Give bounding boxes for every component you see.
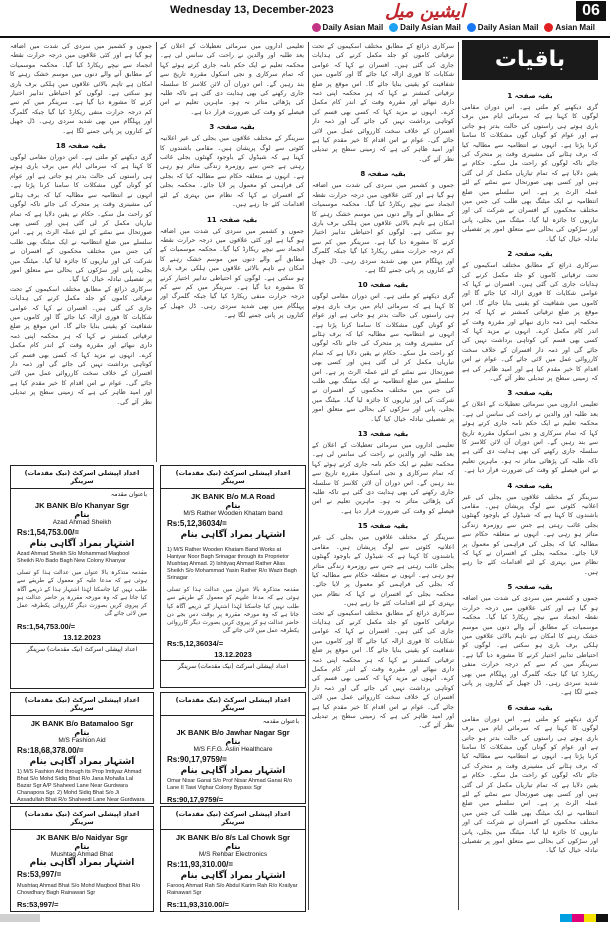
- cyan-swatch: [560, 914, 572, 922]
- article-text: سرینگر کے مختلف علاقوں میں بجلی کی غیر اعلانیہ کٹوتی سے لوگ پریشان ہیں۔ مقامی باشندوں کا کہنا ہے کہ شیڈول کے باوجود گھنٹوں بجلی غائب رہتی ہے جس سے روزمرہ زندگی متاثر ہو رہی ہے۔ انہوں نے متعلقہ حکام سے مطالبہ کیا کہ بجلی کی فراہمی کو معمول پر لایا جائے۔ محکمہ بجلی کے افسران نے کہا کہ نظام میں بہتری کے لئے اقدامات کئے جا رہے ہیں۔: [312, 534, 454, 608]
- continuation-heading: بقیہ صفحہ 4: [507, 481, 553, 490]
- court-notice: [160, 692, 306, 804]
- article-text: سرینگر کے مختلف علاقوں میں بجلی کی غیر اعلانیہ کٹوتی سے لوگ پریشان ہیں۔ مقامی باشندوں کا کہنا ہے کہ شیڈول کے باوجود گھنٹوں بجلی غائب رہتی ہے جس سے روزمرہ زندگی متاثر ہو رہی ہے۔ انہوں نے متعلقہ حکام سے مطالبہ کیا کہ بجلی کی فراہمی کو معمول پر لایا جائے۔ محکمہ بجلی کے افسران نے کہا کہ نظام میں بہتری کے لئے اقدامات کئے جا رہے ہیں۔: [160, 135, 304, 209]
- social-link-facebook[interactable]: Daily Asian Mail: [467, 20, 539, 34]
- article-text: تعلیمی اداروں میں سرمائی تعطیلات کے اعلان کے بعد طلبہ اور والدین نے راحت کی سانس لی ہے۔ محکمہ تعلیم نے ایک حکم نامہ جاری کرتے ہوئے کہا کہ تمام سرکاری و نجی اسکول مقررہ تاریخ سے بند رہیں گے۔ اس دوران آن لائن کلاسز کا سلسلہ جاری رکھنے کی بھی ہدایت دی گئی ہے تاکہ طلبہ کی پڑھائی متاثر نہ ہو۔ ماہرین تعلیم نے اس فیصلے کو وقت کی ضرورت قرار دیا ہے۔: [312, 442, 454, 515]
- article-text: تعلیمی اداروں میں سرمائی تعطیلات کے اعلان کے بعد طلبہ اور والدین نے راحت کی سانس لی ہے۔ محکمہ تعلیم نے ایک حکم نامہ جاری کرتے ہوئے کہا کہ تمام سرکاری و نجی اسکول مقررہ تاریخ سے بند رہیں گے۔ اس دوران آن لائن کلاسز کا سلسلہ جاری رکھنے کی بھی ہدایت دی گئی ہے تاکہ طلبہ کی پڑھائی متاثر نہ ہو۔ ماہرین تعلیم نے اس فیصلے کو وقت کی ضرورت قرار دیا ہے۔: [160, 43, 304, 116]
- notice-date: 13.12.2023: [214, 649, 252, 659]
- notice-versus: بنام: [225, 501, 241, 510]
- article-text: جموں و کشمیر میں سردی کی شدت میں اضافہ ہو گیا ہے اور کئی علاقوں میں درجہ حرارت نقطہ انجماد سے نیچے ریکارڈ کیا گیا۔ محکمہ موسمیات کے مطابق آنے والے دنوں میں موسم خشک رہنے کا امکان ہے تاہم بالائی علاقوں میں ہلکی برف باری ہو سکتی ہے۔ لوگوں کو احتیاطی تدابیر اختیار کرنے کا مشورہ دیا گیا ہے۔ سرینگر میں کم سے کم درجہ حرارت منفی ریکارڈ کیا گیا جبکہ گلمرگ اور پہلگام میں بھی شدید سردی رہی۔ ڈل جھیل کے کناروں پر پانی جمنے لگا ہے۔: [312, 182, 454, 274]
- article-text: سرینگر کے مختلف علاقوں میں بجلی کی غیر اعلانیہ کٹوتی سے لوگ پریشان ہیں۔ مقامی باشندوں کا کہنا ہے کہ شیڈول کے باوجود گھنٹوں بجلی غائب رہتی ہے جس سے روزمرہ زندگی متاثر ہو رہی ہے۔ انہوں نے متعلقہ حکام سے مطالبہ کیا کہ بجلی کی فراہمی کو معمول پر لایا جائے۔ محکمہ بجلی کے افسران نے کہا کہ نظام میں بہتری کے لئے اقدامات کئے جا رہے ہیں۔: [462, 493, 598, 576]
- notice-amount-repeat: Rs:5,12,36034/=: [167, 638, 224, 648]
- notice-versus: بنام: [225, 842, 241, 851]
- notice-party: M/S Rather Wooden Khatam band: [183, 510, 283, 517]
- notice-title: اشتہار بمراد آگاہی بنام: [29, 539, 135, 549]
- notice-amount: Rs:1,54,753.00/=: [17, 528, 80, 537]
- notice-court-header: اعداد اپیشلی اسرکٹ (نیک مقدمات) سرینگر: [161, 807, 305, 830]
- notice-amount: Rs:53,997/=: [17, 870, 62, 879]
- notice-party: M/S F.F.G. Aslin Healthcare: [193, 746, 273, 753]
- notice-bank: JK BANK B/o 8/s Lal Chowk Sgr: [175, 833, 291, 842]
- article-text: سرکاری ذرائع کے مطابق مختلف اسکیموں کے تحت ترقیاتی کاموں کو جلد مکمل کرنے کی ہدایات جاری کی گئی ہیں۔ افسران نے کہا کہ عوامی شکایات کا فوری ازالہ کیا جائے گا اور کاموں میں شفافیت کو یقینی بنایا جائے گا۔ اس موقع پر ضلع ترقیاتی کمشنر نے کہا کہ ہر محکمہ اپنی ذمہ داری نبھائے اور مقررہ وقت کے اندر کام مکمل کرے۔ انہوں نے مزید کہا کہ کسی بھی قسم کی کوتاہی برداشت نہیں کی جائے گی اور ذمہ دار افسران کے خلاف سخت کارروائی عمل میں لائی جائے گی۔ عوام نے اس اقدام کا خیر مقدم کیا ہے اور امید ظاہر کی ہے کہ زمینی سطح پر تبدیلی نظر آئے گی۔: [462, 262, 598, 382]
- notice-address: Mushtaq Ahmad Bhat S/o Mohd Maqbool Bhat R/o Chowdhary Bagh Rainawari Sgr: [17, 883, 141, 896]
- notice-address: Farooq Ahmad Rah S/o Abdul Karim Rah R/o Krailyar Rainawari Sgr: [167, 883, 298, 896]
- continuation-heading: بقیہ صفحہ 11: [206, 215, 258, 224]
- article-text: جموں و کشمیر میں سردی کی شدت میں اضافہ ہو گیا ہے اور کئی علاقوں میں درجہ حرارت نقطہ انجماد سے نیچے ریکارڈ کیا گیا۔ محکمہ موسمیات کے مطابق آنے والے دنوں میں موسم خشک رہنے کا امکان ہے تاہم بالائی علاقوں میں ہلکی برف باری ہو سکتی ہے۔ لوگوں کو احتیاطی تدابیر اختیار کرنے کا مشورہ دیا گیا ہے۔ سرینگر میں کم سے کم درجہ حرارت منفی ریکارڈ کیا گیا جبکہ گلمرگ اور پہلگام میں بھی شدید سردی رہی۔ ڈل جھیل کے کناروں پر پانی جمنے لگا ہے۔: [462, 595, 598, 697]
- notice-direction: باعنوان مقدمہ: [262, 718, 299, 725]
- continuation-heading: بقیہ صفحہ 18: [55, 142, 107, 151]
- notice-court-header: اعداد اپیشلی اسرکٹ (نیک مقدمات) سرینگر: [11, 466, 153, 489]
- registration-bar: [0, 914, 40, 922]
- notice-amount-repeat: Rs:11,93,310.00/=: [167, 900, 229, 909]
- article-text: گری دیکھنے کو ملتی ہے۔ اس دوران مقامی لوگوں کا کہنا ہے کہ سرمائی ایام میں برف باری ہوتے ہی راستوں کی حالت بدتر ہو جاتی ہے اور عوام کو گوناں گوں مشکلات کا سامنا کرنا پڑتا ہے۔ انہوں نے انتظامیہ سے مطالبہ کیا کہ برف ہٹانے کی مشینری وقت پر متحرک کی جائے تاکہ لوگوں کو راحت مل سکے۔ حکام نے یقین دلایا ہے کہ تمام تیاریاں مکمل کر لی گئی ہیں اور کسی بھی صورتحال سے نمٹنے کے لئے عملہ الرٹ پر ہے۔ اس سلسلے میں ضلع انتظامیہ نے ایک میٹنگ بھی طلب کی جس میں مختلف محکموں کے افسران نے شرکت کی اور تیاریوں کا جائزہ لیا گیا۔ میٹنگ میں بجلی، پانی اور سڑکوں کی بحالی سے متعلق امور پر تفصیلی تبادلہ خیال کیا گیا۔: [462, 715, 598, 855]
- court-notice: [160, 465, 306, 547]
- notice-address: 1) M/S Rather Wooden Khatam Band Works at Haniyar Noor Bagh Srinagar through its Proprietor Mushtaq Ahmad. 2) Ishtiyaq Ahmad Rather Alias Sheikh S/o Mohammad Yasin Rather R/o Wazir Bagh Srinagar: [167, 547, 297, 581]
- notice-amount-repeat: Rs:90,17,9759/=: [167, 795, 224, 804]
- notice-party: Azad Ahmad Sheikh: [52, 519, 112, 526]
- yellow-swatch: [584, 914, 596, 922]
- notice-signature: اعداد اپیشلی اسرکٹ (نیک مقدمات) سرینگر: [161, 660, 305, 672]
- notice-court-header: اعداد اپیشلی اسرکٹ (نیک مقدمات) سرینگر: [161, 466, 305, 489]
- header-rule: [0, 36, 610, 38]
- article-text: گری دیکھنے کو ملتی ہے۔ اس دوران مقامی لوگوں کا کہنا ہے کہ سرمائی ایام میں برف باری ہوتے ہی راستوں کی حالت بدتر ہو جاتی ہے اور عوام کو گوناں گوں مشکلات کا سامنا کرنا پڑتا ہے۔ انہوں نے انتظامیہ سے مطالبہ کیا کہ برف ہٹانے کی مشینری وقت پر متحرک کی جائے تاکہ لوگوں کو راحت مل سکے۔ حکام نے یقین دلایا ہے کہ تمام تیاریاں مکمل کر لی گئی ہیں اور کسی بھی صورتحال سے نمٹنے کے لئے عملہ الرٹ پر ہے۔ اس سلسلے میں ضلع انتظامیہ نے ایک میٹنگ بھی طلب کی جس میں مختلف محکموں کے افسران نے شرکت کی اور تیاریوں کا جائزہ لیا گیا۔ میٹنگ میں بجلی، پانی اور سڑکوں کی بحالی سے متعلق امور پر تفصیلی تبادلہ خیال کیا گیا۔: [312, 293, 454, 423]
- notice-bank: JK BANK B/o Batamaloo Sgr: [30, 719, 134, 728]
- social-links: [165, 20, 595, 34]
- twitter-icon: [389, 23, 398, 32]
- notice-signature: اعداد اپیشلی اسرکٹ (نیک مقدمات) سرینگر: [11, 643, 153, 655]
- notice-amount: Rs:11,93,310.00/=: [167, 860, 234, 869]
- notice-body: مقدمہ متذکرہ بالا عنوان میں عدالت ہذا کو تسلی ہوئی ہے کہ مدعا علیہم کو معمول کے طریقے سے طلب نہیں کیا جاسکتا لہٰذا اشتہار کے ذریعے آگاہ کیا جاتا ہے کہ وہ مورخہ مقررہ پر بوقت دس بجے دن حاضر عدالت ہو کر پیروی کریں بصورت دیگر کارروائی یکطرفہ عمل میں لائی جائے گی: [167, 587, 299, 635]
- notice-amount-repeat: Rs:1,54,753.00/=: [17, 621, 76, 631]
- notice-versus: بنام: [74, 510, 90, 519]
- notice-versus: بنام: [74, 842, 90, 851]
- notice-court-header: اعداد اپیشلی اسرکٹ (نیک مقدمات) سرینگر: [11, 693, 153, 716]
- notice-bank: JK BANK B/o Naidyar Sgr: [36, 833, 128, 842]
- magenta-swatch: [572, 914, 584, 922]
- continuation-heading: بقیہ صفحہ 3: [507, 389, 553, 398]
- column-2: [312, 42, 454, 910]
- continuation-heading: بقیہ صفحہ 1: [507, 92, 553, 100]
- article-text: جموں و کشمیر میں سردی کی شدت میں اضافہ ہو گیا ہے اور کئی علاقوں میں درجہ حرارت نقطہ انجماد سے نیچے ریکارڈ کیا گیا۔ محکمہ موسمیات کے مطابق آنے والے دنوں میں موسم خشک رہنے کا امکان ہے تاہم بالائی علاقوں میں ہلکی برف باری ہو سکتی ہے۔ لوگوں کو احتیاطی تدابیر اختیار کرنے کا مشورہ دیا گیا ہے۔ سرینگر میں کم سے کم درجہ حرارت منفی ریکارڈ کیا گیا جبکہ گلمرگ اور پہلگام میں بھی شدید سردی رہی۔ ڈل جھیل کے کناروں پر پانی جمنے لگا ہے۔: [10, 43, 152, 135]
- notice-court-header: اعداد اپیشلی اسرکٹ (نیک مقدمات) سرینگر: [11, 807, 153, 830]
- instagram-icon: [312, 23, 321, 32]
- notice-party: Mushtaq Ahmad Bhat: [50, 851, 114, 858]
- notice-party: M/S Fashion Aid: [58, 737, 106, 744]
- page-number: 06: [576, 1, 606, 21]
- notice-direction: باعنوان مقدمہ: [110, 491, 147, 498]
- article-text: گری دیکھنے کو ملتی ہے۔ اس دوران مقامی لوگوں کا کہنا ہے کہ سرمائی ایام میں برف باری ہوتے ہی راستوں کی حالت بدتر ہو جاتی ہے اور عوام کو گوناں گوں مشکلات کا سامنا کرنا پڑتا ہے۔ انہوں نے انتظامیہ سے مطالبہ کیا کہ برف ہٹانے کی مشینری وقت پر متحرک کی جائے تاکہ لوگوں کو راحت مل سکے۔ حکام نے یقین دلایا ہے کہ تمام تیاریاں مکمل کر لی گئی ہیں اور کسی بھی صورتحال سے نمٹنے کے لئے عملہ الرٹ پر ہے۔ اس سلسلے میں ضلع انتظامیہ نے ایک میٹنگ بھی طلب کی جس میں مختلف محکموں کے افسران نے شرکت کی اور تیاریوں کا جائزہ لیا گیا۔ میٹنگ میں بجلی، پانی اور سڑکوں کی بحالی سے متعلق امور پر تفصیلی تبادلہ خیال کیا گیا۔: [462, 104, 598, 243]
- continuation-heading: بقیہ صفحہ 5: [507, 583, 553, 592]
- column-divider: [156, 42, 157, 462]
- youtube-icon: [544, 23, 553, 32]
- article-text: سرکاری ذرائع کے مطابق مختلف اسکیموں کے تحت ترقیاتی کاموں کو جلد مکمل کرنے کی ہدایات جاری کی گئی ہیں۔ افسران نے کہا کہ عوامی شکایات کا فوری ازالہ کیا جائے گا اور کاموں میں شفافیت کو یقینی بنایا جائے گا۔ اس موقع پر ضلع ترقیاتی کمشنر نے کہا کہ ہر محکمہ اپنی ذمہ داری نبھائے اور مقررہ وقت کے اندر کام مکمل کرے۔ انہوں نے مزید کہا کہ کسی بھی قسم کی کوتاہی برداشت نہیں کی جائے گی اور ذمہ دار افسران کے خلاف سخت کارروائی عمل میں لائی جائے گی۔ عوام نے اس اقدام کا خیر مقدم کیا ہے اور امید ظاہر کی ہے کہ زمینی سطح پر تبدیلی نظر آئے گی۔: [312, 43, 454, 163]
- social-link-twitter[interactable]: Daily Asian Mail: [389, 20, 461, 34]
- notice-party: M/S Rehbar Electronics: [198, 851, 268, 858]
- court-notice: [10, 692, 154, 804]
- social-link-instagram[interactable]: Daily Asian Mail: [312, 20, 384, 34]
- notice-court-header: اعداد اپیشلی اسرکٹ (نیک مقدمات) سرینگر: [161, 693, 305, 716]
- notice-bank: JK BANK B/o Jawhar Nagar Sgr: [176, 728, 290, 737]
- continuation-heading: بقیہ صفحہ 13: [357, 430, 409, 439]
- continuation-heading: بقیہ صفحہ 8: [360, 170, 406, 179]
- notice-title: اشتہار بمراد آگاہی بنام: [180, 766, 286, 776]
- article-text: سرکاری ذرائع کے مطابق مختلف اسکیموں کے تحت ترقیاتی کاموں کو جلد مکمل کرنے کی ہدایات جاری کی گئی ہیں۔ افسران نے کہا کہ عوامی شکایات کا فوری ازالہ کیا جائے گا اور کاموں میں شفافیت کو یقینی بنایا جائے گا۔ اس موقع پر ضلع ترقیاتی کمشنر نے کہا کہ ہر محکمہ اپنی ذمہ داری نبھائے اور مقررہ وقت کے اندر کام مکمل کرے۔ انہوں نے مزید کہا کہ کسی بھی قسم کی کوتاہی برداشت نہیں کی جائے گی اور ذمہ دار افسران کے خلاف سخت کارروائی عمل میں لائی جائے گی۔ عوام نے اس اقدام کا خیر مقدم کیا ہے اور امید ظاہر کی ہے کہ زمینی سطح پر تبدیلی نظر آئے گی۔: [10, 285, 152, 406]
- notice-versus: بنام: [225, 737, 241, 746]
- continuation-heading: بقیہ صفحہ 2: [507, 250, 553, 259]
- notice-amount: Rs:90,17,9759/=: [167, 755, 227, 764]
- notice-title: اشتہار بمراد آگاہی بنام: [180, 530, 286, 540]
- notice-body: مقدمہ متذکرہ بالا عنوان میں عدالت ہذا کو تسلی ہوئی ہے کہ مدعا علیہ کو معمول کے طریقے سے طلب نہیں کیا جاسکتا لہٰذا اشتہار ہذا کے ذریعے آگاہ کیا جاتا ہے کہ وہ مورخہ مقررہ پر حاضر عدالت ہو کر پیروی کریں بصورت دیگر کارروائی یکطرفہ عمل میں لائی جائے گی: [17, 570, 147, 618]
- notice-address: 1) M/S Fashion Aid through its Prop Imtiyaz Ahmad Bhat S/o Mohd Sidiq Bhat R/o Jana Mohalla Lal Bazar Sgr A/P Shaheed Lane Near Gurdwara Chanapora Sgr. 2) Mohd Sidiq Bhat S/o Ji Assadullah Bhat R/o Shaheedi Lane Near Gurdwara: [17, 769, 145, 803]
- notice-title: اشتہار بمراد آگاہی بنام: [29, 858, 135, 868]
- column-3-upper: [160, 42, 304, 462]
- continuation-heading: بقیہ صفحہ 15: [357, 522, 409, 531]
- column-divider: [308, 42, 309, 910]
- notice-title: اشتہار بمراد آگاہی بنام: [180, 871, 286, 881]
- notice-amount-repeat: Rs:53,997/=: [17, 900, 59, 909]
- notice-date: [161, 910, 305, 912]
- continuation-heading: بقیہ صفحہ 3: [209, 123, 255, 132]
- article-text: تعلیمی اداروں میں سرمائی تعطیلات کے اعلان کے بعد طلبہ اور والدین نے راحت کی سانس لی ہے۔ محکمہ تعلیم نے ایک حکم نامہ جاری کرتے ہوئے کہا کہ تمام سرکاری و نجی اسکول مقررہ تاریخ سے بند رہیں گے۔ اس دوران آن لائن کلاسز کا سلسلہ جاری رکھنے کی بھی ہدایت دی گئی ہے تاکہ طلبہ کی پڑھائی متاثر نہ ہو۔ ماہرین تعلیم نے اس فیصلے کو وقت کی ضرورت قرار دیا ہے۔: [462, 401, 598, 475]
- notice-versus: بنام: [74, 728, 90, 737]
- facebook-icon: [467, 23, 476, 32]
- notice-amount: Rs:18,68,378.00/=: [17, 746, 84, 755]
- notice-date: 13.12.2023: [63, 632, 101, 642]
- issue-date: Wednesday 13, December-2023: [170, 4, 334, 16]
- court-notice-body: [160, 545, 306, 688]
- continuation-heading: بقیہ صفحہ 10: [357, 281, 409, 290]
- court-notice: [10, 465, 154, 689]
- notice-title: اشتہار بمراد آگاہی بنام: [29, 757, 135, 767]
- notice-address: Azad Ahmad Sheikh S/o Mohammad Maqbool Sheikh R/o Bado Bagh New Colony Khanyar: [17, 551, 130, 564]
- notice-bank: JK BANK B/o Khanyar Sgr: [34, 501, 130, 510]
- column-4-upper: [10, 42, 152, 462]
- article-text: سرکاری ذرائع کے مطابق مختلف اسکیموں کے تحت ترقیاتی کاموں کو جلد مکمل کرنے کی ہدایات جاری کی گئی ہیں۔ افسران نے کہا کہ عوامی شکایات کا فوری ازالہ کیا جائے گا اور کاموں میں شفافیت کو یقینی بنایا جائے گا۔ اس موقع پر ضلع ترقیاتی کمشنر نے کہا کہ ہر محکمہ اپنی ذمہ داری نبھائے اور مقررہ وقت کے اندر کام مکمل کرے۔ انہوں نے مزید کہا کہ کسی بھی قسم کی کوتاہی برداشت نہیں کی جائے گی اور ذمہ دار افسران کے خلاف سخت کارروائی عمل میں لائی جائے گی۔ عوام نے اس اقدام کا خیر مقدم کیا ہے اور امید ظاہر کی ہے کہ زمینی سطح پر تبدیلی نظر آئے گی۔: [312, 609, 454, 730]
- column-divider: [458, 42, 459, 910]
- continuation-heading: بقیہ صفحہ 6: [507, 703, 553, 712]
- notice-bank: JK BANK B/o M.A Road: [191, 492, 275, 501]
- notice-amount: Rs:5,12,36034/=: [167, 519, 227, 528]
- black-swatch: [596, 914, 608, 922]
- notice-address: Omar Nisar Ganai S/o Prof Nisar Ahmad Ganai R/o Lane II Tawi Vighar Colony Bypass Sgr: [167, 778, 293, 791]
- newspaper-logo[interactable]: ایشین میل: [385, 1, 466, 22]
- section-banner: باقیات: [462, 40, 598, 80]
- article-text: گری دیکھنے کو ملتی ہے۔ اس دوران مقامی لوگوں کا کہنا ہے کہ سرمائی ایام میں برف باری ہوتے ہی راستوں کی حالت بدتر ہو جاتی ہے اور عوام کو گوناں گوں مشکلات کا سامنا کرنا پڑتا ہے۔ انہوں نے انتظامیہ سے مطالبہ کیا کہ برف ہٹانے کی مشینری وقت پر متحرک کی جائے تاکہ لوگوں کو راحت مل سکے۔ حکام نے یقین دلایا ہے کہ تمام تیاریاں مکمل کر لی گئی ہیں اور کسی بھی صورتحال سے نمٹنے کے لئے عملہ الرٹ پر ہے۔ اس سلسلے میں ضلع انتظامیہ نے ایک میٹنگ بھی طلب کی جس میں مختلف محکموں کے افسران نے شرکت کی اور تیاریوں کا جائزہ لیا گیا۔ میٹنگ میں بجلی، پانی اور سڑکوں کی بحالی سے متعلق امور پر تفصیلی تبادلہ خیال کیا گیا۔: [10, 154, 152, 284]
- court-notice: [10, 806, 154, 912]
- social-link-youtube[interactable]: Asian Mail: [544, 20, 595, 34]
- article-text: جموں و کشمیر میں سردی کی شدت میں اضافہ ہو گیا ہے اور کئی علاقوں میں درجہ حرارت نقطہ انجماد سے نیچے ریکارڈ کیا گیا۔ محکمہ موسمیات کے مطابق آنے والے دنوں میں موسم خشک رہنے کا امکان ہے تاہم بالائی علاقوں میں ہلکی برف باری ہو سکتی ہے۔ لوگوں کو احتیاطی تدابیر اختیار کرنے کا مشورہ دیا گیا ہے۔ سرینگر میں کم سے کم درجہ حرارت منفی ریکارڈ کیا گیا جبکہ گلمرگ اور پہلگام میں بھی شدید سردی رہی۔ ڈل جھیل کے کناروں پر پانی جمنے لگا ہے۔: [160, 227, 304, 320]
- column-1: [462, 86, 598, 910]
- court-notice: [160, 806, 306, 912]
